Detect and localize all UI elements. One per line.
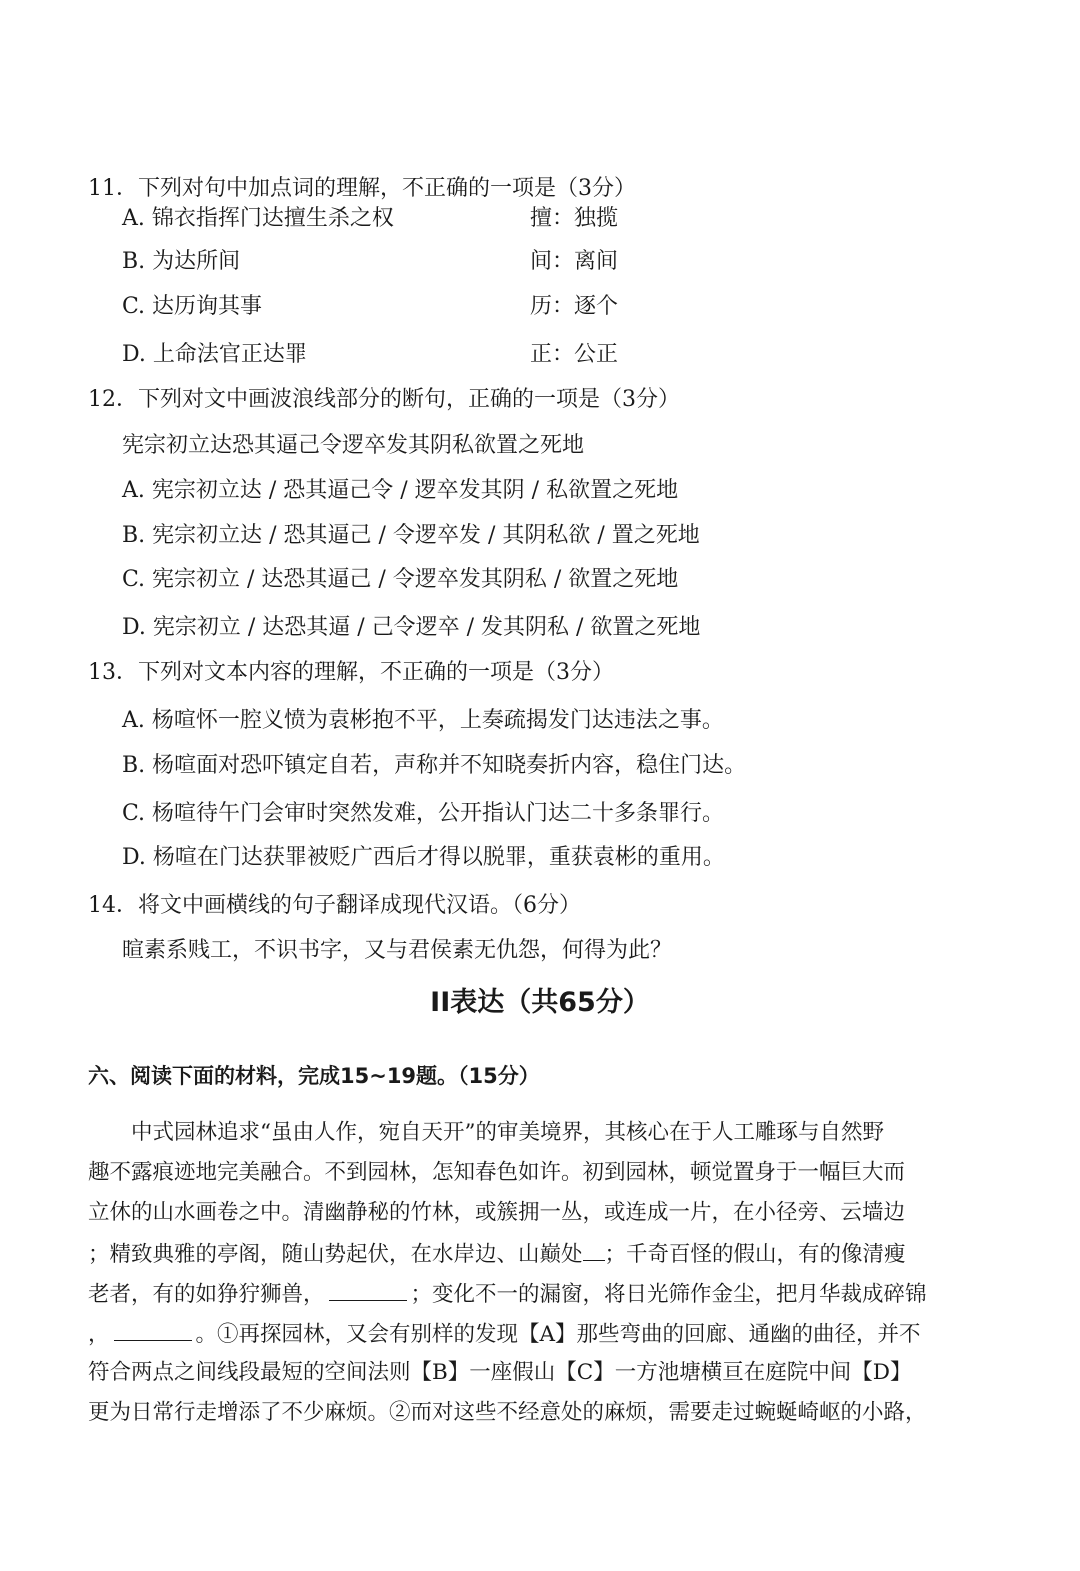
passage-line-3 (88, 1198, 988, 1228)
passage-text: ， (88, 1322, 110, 1347)
passage-text: ；精致典雅的亭阁，随山势起伏，在水岸边、山巅处 (88, 1242, 583, 1267)
passage-text: 符合两点之间线段最短的空间法则【B】一座假山【C】一方池塘横亘在庭院中间【D】 (88, 1360, 912, 1385)
blank-3 (114, 1318, 192, 1341)
q11-option-d: D. 上命法官正达罪 (122, 342, 307, 367)
q11-option-c: C. 达历询其事 (122, 294, 263, 319)
q13-option-d: D. 杨喧在门达获罪被贬广西后才得以脱罪，重获袁彬的重用。 (122, 845, 725, 870)
passage-line-6 (88, 1318, 988, 1350)
passage-text: 中式园林追求“虽由人作，宛自天开”的审美境界，其核心在于人工雕琢与自然野 (88, 1120, 884, 1145)
q11-option-a: A. 锦衣指挥门达擅生杀之权 (122, 206, 394, 231)
q12-option-d: D. 宪宗初立 / 达恐其逼 / 己令逻卒 / 发其阴私 / 欲置之死地 (122, 615, 701, 640)
passage-line-4 (88, 1238, 988, 1270)
passage-text: 趣不露痕迹地完美融合。不到园林，怎知春色如许。初到园林，顿觉置身于一幅巨大而 (88, 1160, 906, 1185)
q12-stem: 12．下列对文中画波浪线部分的断句，正确的一项是（3分） (88, 387, 680, 412)
q12-sentence: 宪宗初立达恐其逼己令逻卒发其阴私欲置之死地 (122, 433, 585, 458)
blank-1 (583, 1238, 605, 1261)
passage-text: 更为日常行走增添了不少麻烦。②而对这些不经意处的麻烦，需要走过蜿蜒崎岖的小路， (88, 1400, 927, 1425)
part6-heading: 六、阅读下面的材料，完成15~19题。（15分） (88, 1064, 540, 1088)
passage-text: 立休的山水画卷之中。清幽静秘的竹林，或簇拥一丛，或连成一片，在小径旁、云墙边 (88, 1200, 906, 1225)
q12-option-c: C. 宪宗初立 / 达恐其逼己 / 令逻卒发其阴私 / 欲置之死地 (122, 567, 679, 592)
blank-2 (329, 1278, 407, 1301)
section-title: II表达（共65分） (430, 987, 650, 1018)
passage-text: ；变化不一的漏窗，将日光筛作金尘，把月华裁成碎锦 (410, 1282, 927, 1307)
q11-gloss-c: 历：逐个 (530, 294, 619, 319)
passage-text: 老者，有的如狰狞狮兽， (88, 1282, 325, 1307)
q11-gloss-a: 擅：独揽 (530, 206, 619, 231)
q13-option-c: C. 杨喧待午门会审时突然发难，公开指认门达二十多条罪行。 (122, 801, 725, 826)
passage-line-1 (88, 1118, 988, 1148)
passage-line-5 (88, 1278, 988, 1310)
q11-stem: 11．下列对句中加点词的理解，不正确的一项是（3分） (88, 176, 636, 201)
passage-line-7 (88, 1358, 988, 1388)
passage-text: ；千奇百怪的假山，有的像清瘦 (604, 1242, 906, 1267)
q13-option-a: A. 杨喧怀一腔义愤为袁彬抱不平，上奏疏揭发门达违法之事。 (122, 708, 724, 733)
passage-text: 。①再探园林，又会有别样的发现【A】那些弯曲的回廊、通幽的曲径，并不 (195, 1322, 921, 1347)
q11-gloss-b: 间：离间 (530, 249, 619, 274)
q13-option-b: B. 杨喧面对恐吓镇定自若，声称并不知晓奏折内容，稳住门达。 (122, 753, 747, 778)
q12-option-b: B. 宪宗初立达 / 恐其逼己 / 令逻卒发 / 其阴私欲 / 置之死地 (122, 523, 700, 548)
q11-gloss-d: 正：公正 (530, 342, 619, 367)
passage-line-8 (88, 1398, 988, 1428)
q11-option-b: B. 为达所间 (122, 249, 241, 274)
q14-stem: 14．将文中画横线的句子翻译成现代汉语。（6分） (88, 893, 581, 918)
q12-option-a: A. 宪宗初立达 / 恐其逼己令 / 逻卒发其阴 / 私欲置之死地 (122, 478, 679, 503)
q13-stem: 13．下列对文本内容的理解，不正确的一项是（3分） (88, 660, 614, 685)
q14-sentence: 暄素系贱工，不识书字，又与君侯素无仇怨，何得为此？ (122, 938, 673, 963)
passage-line-2 (88, 1158, 988, 1188)
